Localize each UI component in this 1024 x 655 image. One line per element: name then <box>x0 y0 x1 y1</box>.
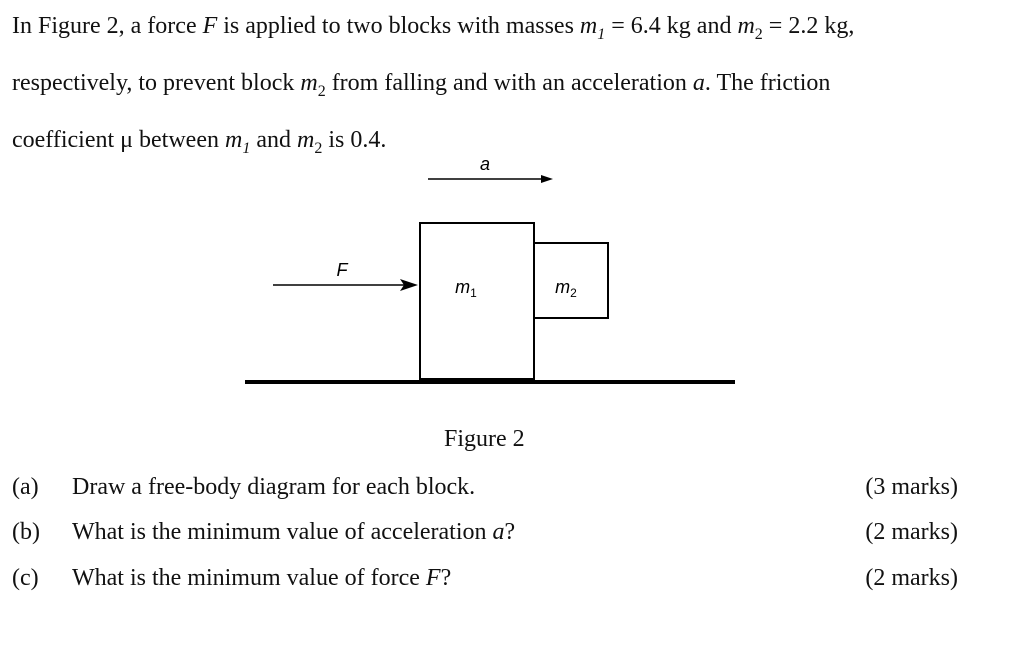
text-run: coefficient μ between <box>12 126 225 153</box>
variable-m1: m <box>225 126 243 153</box>
figure-caption: Figure 2 <box>444 426 525 452</box>
variable-m2: m <box>300 69 318 96</box>
text-run: = 6.4 kg and <box>605 13 738 39</box>
variable-F: F <box>202 13 218 39</box>
text-run: . The friction <box>704 69 831 96</box>
text-run: = 2.2 kg, <box>762 13 855 39</box>
variable-m2: m <box>297 126 315 153</box>
force-arrow <box>273 279 418 291</box>
question-text: Draw a free-body diagram for each block. <box>72 474 476 500</box>
text-run: is 0.4. <box>322 126 387 153</box>
text-run: ? <box>504 519 516 545</box>
variable-a: a <box>492 519 505 545</box>
variable-m1: m <box>579 13 598 39</box>
question-a <box>12 470 1012 504</box>
subscript-2: 2 <box>317 82 326 100</box>
question-label: (a) <box>12 474 39 500</box>
block-m2-label: $m_2$ <box>555 277 577 300</box>
force-label: F <box>336 260 348 280</box>
block-m1-label: $m_1$ <box>455 277 477 300</box>
text-run: What is the minimum value of acceleration <box>72 519 493 545</box>
text-run: ? <box>440 565 452 591</box>
text-run: respectively, to prevent block <box>12 69 301 96</box>
acceleration-arrow <box>428 175 553 183</box>
block-m1 <box>420 223 534 379</box>
question-label: (b) <box>12 519 40 545</box>
text-run: from falling and with an acceleration <box>325 69 693 96</box>
text-run: What is the minimum value of force <box>72 565 426 591</box>
subscript-2: 2 <box>314 139 323 157</box>
subscript-2: 2 <box>754 25 763 43</box>
question-text <box>72 515 515 549</box>
variable-m2: m <box>737 13 755 39</box>
question-marks: (2 marks) <box>865 519 958 545</box>
question-label: (c) <box>12 565 39 591</box>
question-marks: (3 marks) <box>865 474 958 500</box>
subscript-1: 1 <box>242 139 251 157</box>
subscript-1: 1 <box>597 25 606 43</box>
question-b <box>12 515 1012 549</box>
text-run: is applied to two blocks with masses <box>217 13 580 39</box>
question-text <box>72 561 451 595</box>
text-run: In Figure 2, a force <box>12 13 203 39</box>
variable-F: F <box>425 565 441 591</box>
variable-a: a <box>692 69 705 96</box>
text-run: and <box>250 126 297 153</box>
question-marks: (2 marks) <box>865 565 958 591</box>
accel-label: a <box>479 154 491 174</box>
question-c <box>12 561 1012 595</box>
block-m2 <box>534 243 608 318</box>
